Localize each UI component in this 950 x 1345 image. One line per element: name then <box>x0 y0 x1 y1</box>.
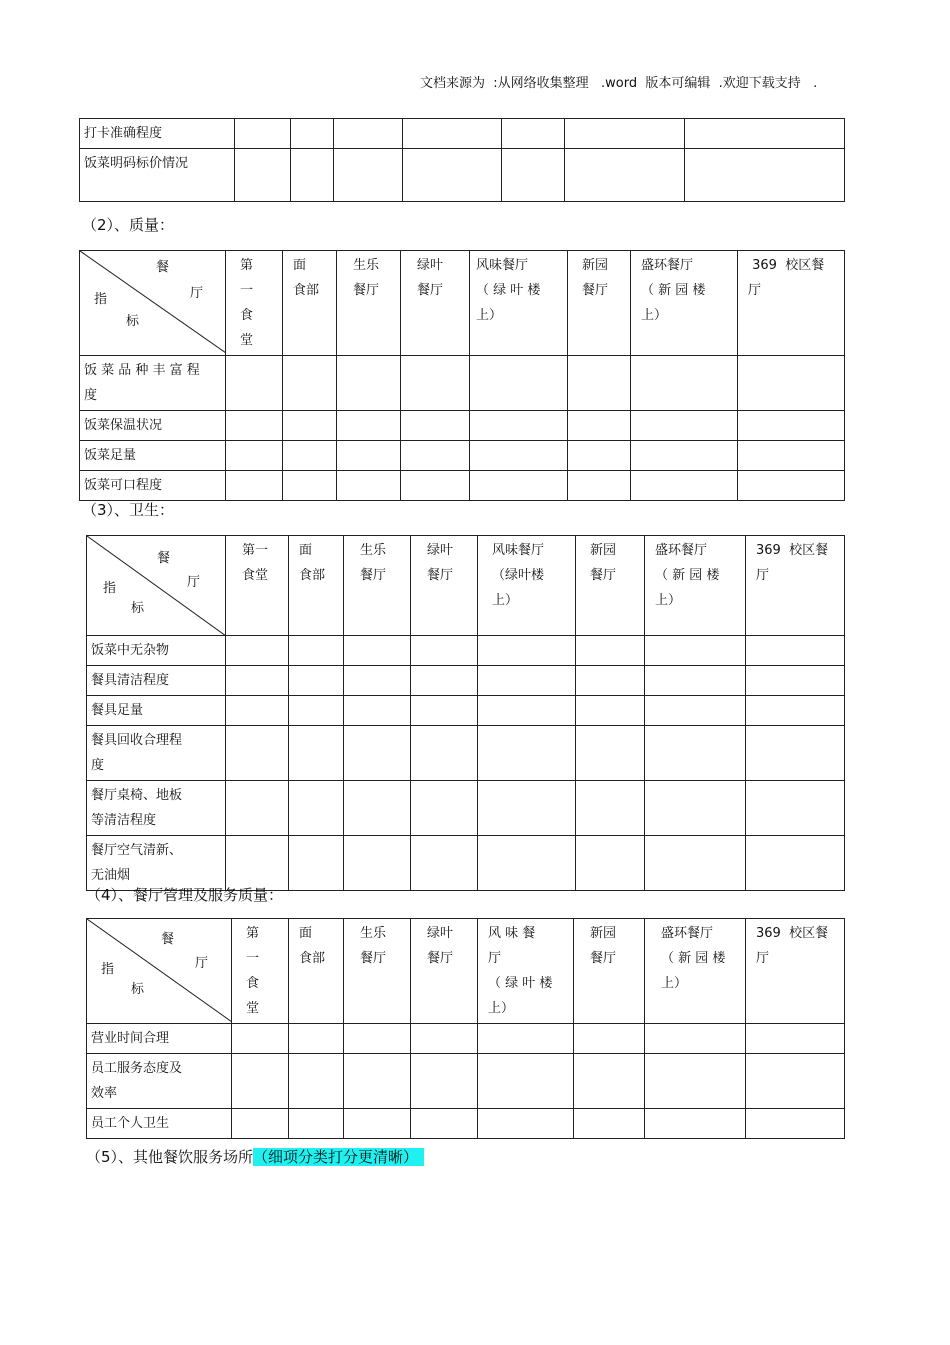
row-label: 餐具回收合理程 度 <box>87 726 226 781</box>
col-header: 369 校区餐 厅 <box>746 536 845 636</box>
row-label: 饭菜明码标价情况 <box>80 149 235 202</box>
col-header: 盛环餐厅 （ 新 园 楼 上） <box>645 919 746 1024</box>
col-header: 生乐 餐厅 <box>344 919 411 1024</box>
col-header: 绿叶 餐厅 <box>411 536 478 636</box>
diag-label-hall: 厅 <box>195 956 209 971</box>
col-header: 面 食部 <box>289 536 344 636</box>
section-title-quality: （2）、质量： <box>82 216 175 234</box>
section-title-hygiene: （3）、卫生： <box>82 501 175 519</box>
col-header: 风 味 餐 厅 （ 绿 叶 楼 上） <box>478 919 574 1024</box>
diag-label-mark: 标 <box>131 982 145 997</box>
col-header: 面 食部 <box>289 919 344 1024</box>
management-table <box>86 918 845 1139</box>
col-header: 面 食部 <box>283 251 337 356</box>
diagonal-header-cell <box>80 251 226 356</box>
diag-label-index: 指 <box>103 581 117 596</box>
col-header: 369 校区餐 厅 <box>738 251 845 356</box>
quality-table <box>79 250 845 501</box>
row-label: 员工个人卫生 <box>87 1109 232 1139</box>
row-label: 饭菜足量 <box>80 441 226 471</box>
section-title-other <box>86 1146 424 1167</box>
row-label: 营业时间合理 <box>87 1024 232 1054</box>
diag-label-index: 指 <box>101 962 115 977</box>
diag-label-hall: 厅 <box>187 575 201 590</box>
col-header: 盛环餐厅 （ 新 园 楼 上） <box>645 536 746 636</box>
col-header: 第一 食堂 <box>226 536 289 636</box>
col-header: 风味餐厅 （ 绿 叶 楼 上） <box>470 251 568 356</box>
row-label: 餐具足量 <box>87 696 226 726</box>
highlighted-note: （细项分类打分更清晰） <box>253 1148 424 1166</box>
row-label: 餐厅桌椅、地板 等清洁程度 <box>87 781 226 836</box>
diagonal-header-cell <box>87 536 226 636</box>
col-header: 生乐 餐厅 <box>344 536 411 636</box>
col-header: 绿叶 餐厅 <box>401 251 470 356</box>
top-table <box>79 118 845 202</box>
diag-label-mark: 标 <box>131 601 145 616</box>
col-header: 新园 餐厅 <box>574 919 645 1024</box>
col-header: 第 一 食 堂 <box>232 919 289 1024</box>
row-label: 饭菜保温状况 <box>80 411 226 441</box>
row-label: 员工服务态度及 效率 <box>87 1054 232 1109</box>
diag-label-canteen: 餐 <box>156 260 170 275</box>
diag-label-hall: 厅 <box>190 286 204 301</box>
diagonal-header-cell <box>87 919 232 1024</box>
col-header: 新园 餐厅 <box>576 536 645 636</box>
row-label: 饭菜中无杂物 <box>87 636 226 666</box>
section-title-text: （5）、其他餐饮服务场所 <box>86 1148 254 1166</box>
section-title-management: （4）、餐厅管理及服务质量： <box>86 886 284 904</box>
row-label: 饭菜可口程度 <box>80 471 226 501</box>
diag-label-canteen: 餐 <box>157 551 171 566</box>
col-header: 第 一 食 堂 <box>226 251 283 356</box>
hygiene-table <box>86 535 845 891</box>
col-header: 绿叶 餐厅 <box>411 919 478 1024</box>
col-header: 新园 餐厅 <box>568 251 631 356</box>
row-label: 饭 菜 品 种 丰 富 程 度 <box>80 356 226 411</box>
row-label: 餐具清洁程度 <box>87 666 226 696</box>
row-label: 餐厅空气清新、 无油烟 <box>87 836 226 891</box>
row-label: 打卡准确程度 <box>80 119 235 149</box>
diag-label-canteen: 餐 <box>161 932 175 947</box>
diag-label-index: 指 <box>94 292 108 307</box>
col-header: 369 校区餐 厅 <box>746 919 845 1024</box>
diag-label-mark: 标 <box>126 314 140 329</box>
col-header: 风味餐厅 （绿叶楼 上） <box>478 536 576 636</box>
col-header: 生乐 餐厅 <box>337 251 401 356</box>
col-header: 盛环餐厅 （ 新 园 楼 上） <box>631 251 738 356</box>
page-header-note: 文档来源为 :从网络收集整理 .word 版本可编辑 .欢迎下载支持 . <box>420 76 818 91</box>
